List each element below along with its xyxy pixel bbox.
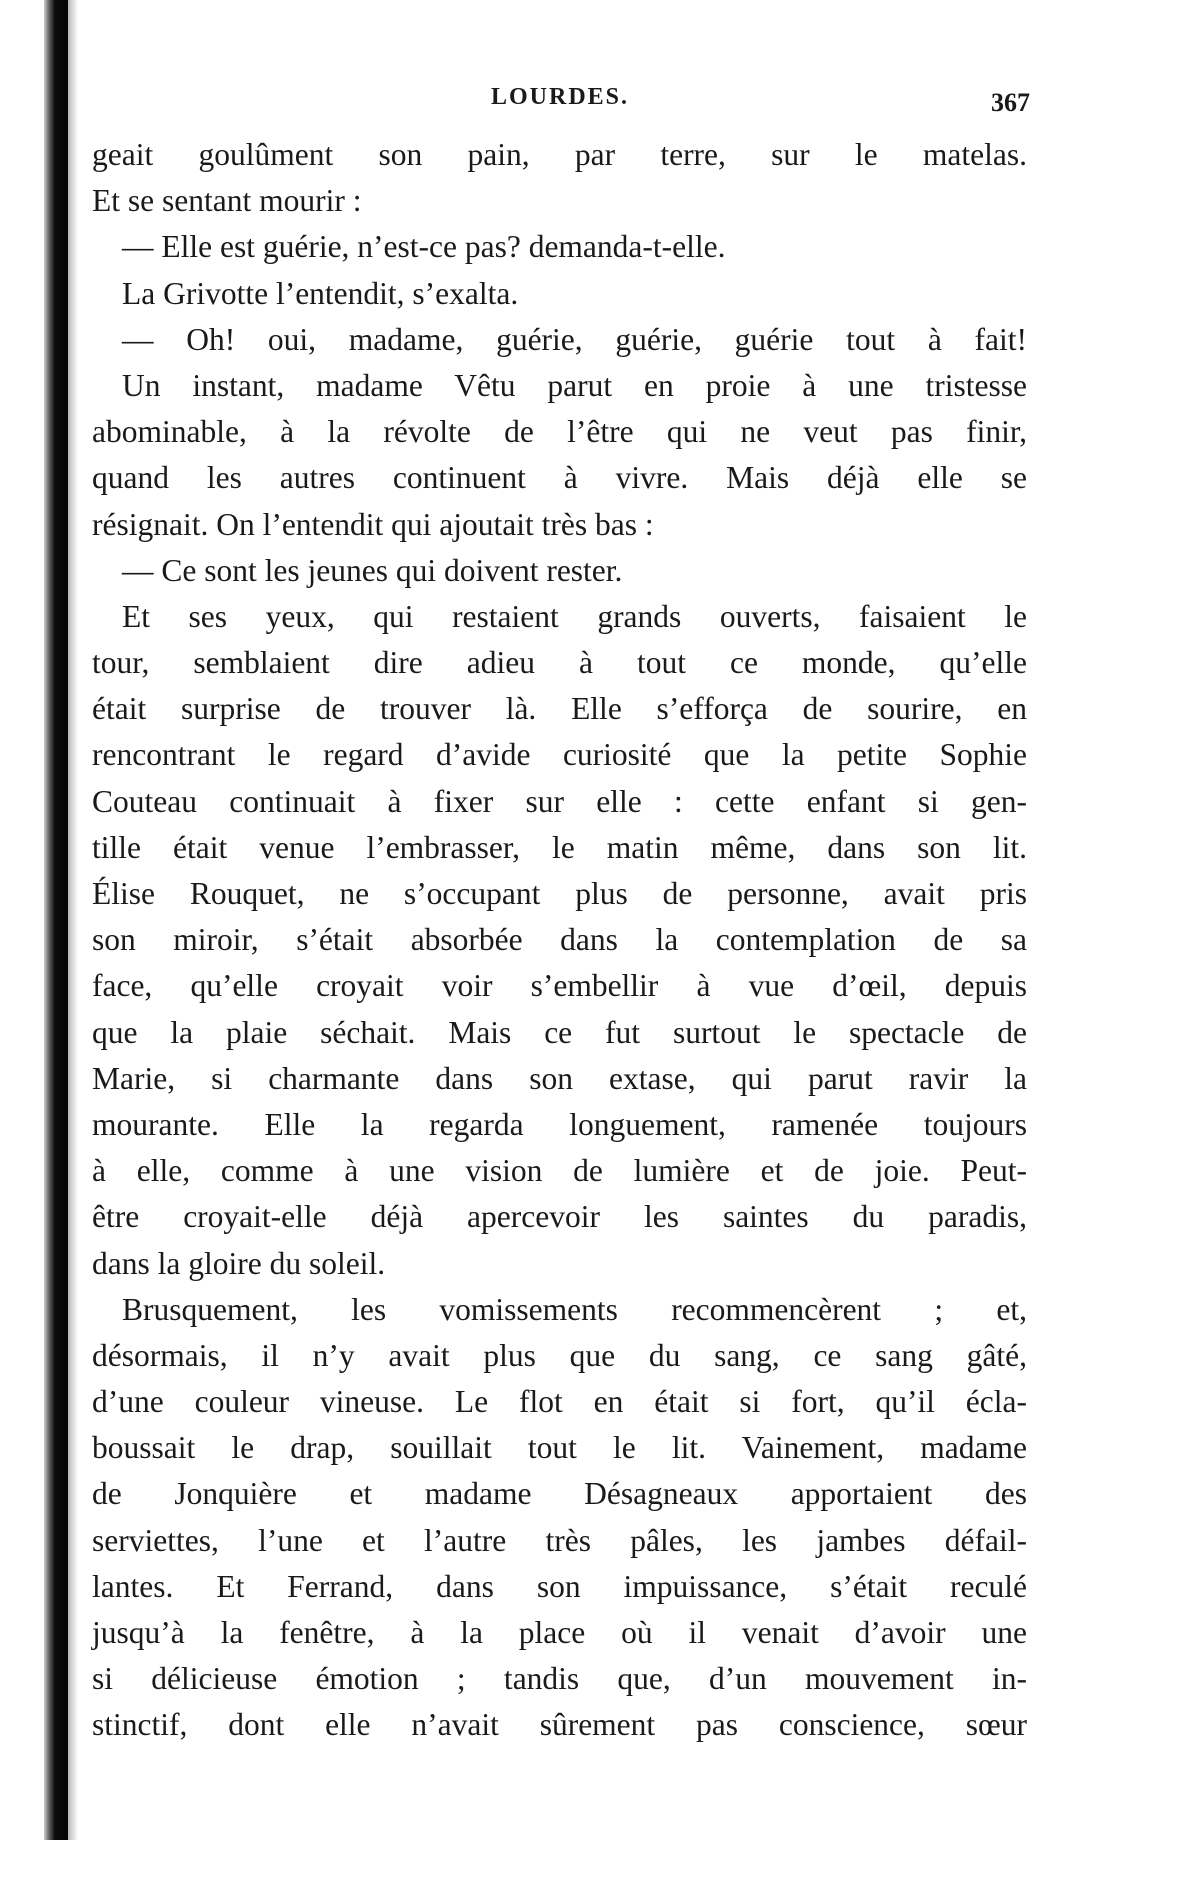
text-line: Marie, si charmante dans son extase, qui parut ravir la	[92, 1060, 1027, 1096]
running-head: LOURDES.	[490, 84, 630, 110]
text-line: mourante. Elle la regarda longuement, ramenée toujours	[92, 1106, 1027, 1142]
text-line: Brusquement, les vomissements recommencèrent ; et,	[122, 1291, 1027, 1327]
text-line: que la plaie séchait. Mais ce fut surtout le spectacle de	[92, 1014, 1027, 1050]
text-line: résignait. On l’entendit qui ajoutait très bas :	[92, 506, 654, 542]
text-line: son miroir, s’était absorbée dans la contemplation de sa	[92, 922, 1027, 958]
page-header	[90, 84, 1030, 124]
text-line: abominable, à la révolte de l’être qui ne veut pas finir,	[92, 414, 1027, 450]
text-line: boussait le drap, souillait tout le lit. Vainement, madame	[92, 1430, 1027, 1466]
text-line: était surprise de trouver là. Elle s’efforça de sourire, en	[92, 691, 1027, 727]
text-line: de Jonquière et madame Désagneaux apportaient des	[92, 1476, 1027, 1512]
text-line: serviettes, l’une et l’autre très pâles, les jambes défail-	[92, 1522, 1027, 1558]
text-line: jusqu’à la fenêtre, à la place où il venait d’avoir une	[92, 1615, 1027, 1650]
text-line: Élise Rouquet, ne s’occupant plus de personne, avait pris	[92, 876, 1027, 911]
body-text	[92, 132, 1027, 1749]
text-line: Un instant, madame Vêtu parut en proie à une tristesse	[122, 367, 1027, 403]
text-line: Et ses yeux, qui restaient grands ouverts, faisaient le	[122, 598, 1027, 634]
text-line: geait goulûment son pain, par terre, sur le matelas.	[92, 137, 1027, 172]
text-line: si délicieuse émotion ; tandis que, d’un mouvement in-	[92, 1661, 1027, 1697]
text-line: Et se sentant mourir :	[92, 183, 362, 219]
text-line: lantes. Et Ferrand, dans son impuissance, s’était reculé	[92, 1568, 1027, 1604]
text-line: — Ce sont les jeunes qui doivent rester.	[122, 552, 623, 588]
text-line: d’une couleur vineuse. Le flot en était si fort, qu’il écla-	[92, 1384, 1027, 1420]
text-line: La Grivotte l’entendit, s’exalta.	[122, 275, 519, 311]
text-line: tille était venue l’embrasser, le matin même, dans son lit.	[92, 829, 1027, 865]
text-line: quand les autres continuent à vivre. Mais déjà elle se	[92, 460, 1027, 496]
text-line: face, qu’elle croyait voir s’embellir à vue d’œil, depuis	[92, 968, 1027, 1004]
text-line: — Elle est guérie, n’est-ce pas? demanda-t-elle.	[122, 229, 726, 265]
text-line: Couteau continuait à fixer sur elle : cette enfant si gen-	[92, 783, 1027, 819]
book-binding-edge	[44, 0, 68, 1840]
gutter-shadow	[68, 0, 78, 1840]
text-line: stinctif, dont elle n’avait sûrement pas conscience, sœur	[92, 1707, 1027, 1743]
text-line: désormais, il n’y avait plus que du sang, ce sang gâté,	[92, 1337, 1027, 1373]
text-line: — Oh! oui, madame, guérie, guérie, guérie tout à fait!	[122, 321, 1027, 357]
text-line: rencontrant le regard d’avide curiosité que la petite Sophie	[92, 737, 1027, 773]
text-line: dans la gloire du soleil.	[92, 1245, 386, 1281]
page-number: 367	[991, 88, 1030, 117]
text-line: tour, semblaient dire adieu à tout ce monde, qu’elle	[92, 645, 1027, 681]
text-line: à elle, comme à une vision de lumière et de joie. Peut-	[92, 1153, 1027, 1189]
text-line: être croyait-elle déjà apercevoir les saintes du paradis,	[92, 1199, 1027, 1235]
